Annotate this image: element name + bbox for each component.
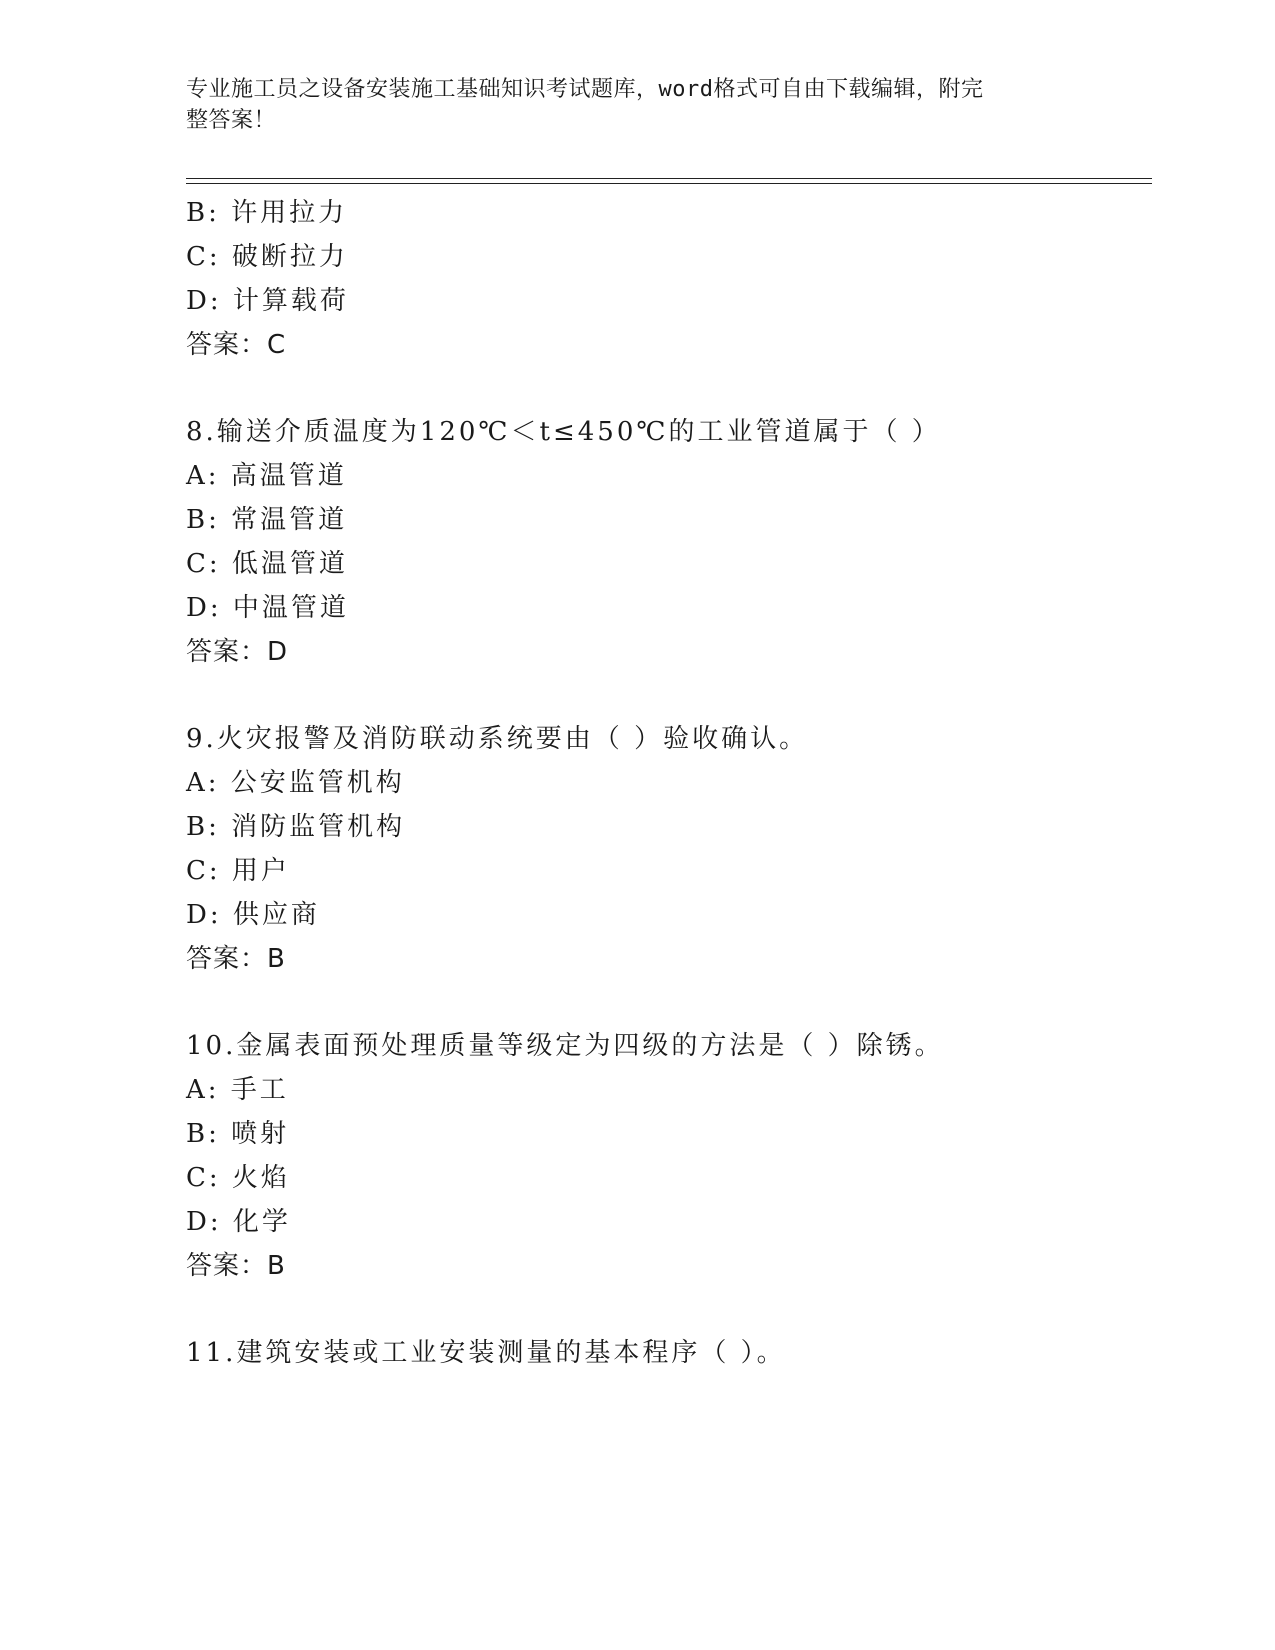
- option-line: A: 手工: [186, 1075, 289, 1105]
- option-line: C: 用户: [186, 856, 290, 886]
- option-line: D: 中温管道: [186, 593, 349, 623]
- header-line-1: 专业施工员之设备安装施工基础知识考试题库，word格式可自由下载编辑，附完: [186, 77, 984, 102]
- document-header: [186, 74, 1066, 136]
- option-line: D: 供应商: [186, 900, 320, 930]
- question-line: 10.金属表面预处理质量等级定为四级的方法是（ ）除锈。: [186, 1031, 944, 1061]
- question-line: 9.火灾报警及消防联动系统要由（ ）验收确认。: [186, 724, 809, 754]
- option-line: C: 低温管道: [186, 549, 348, 579]
- option-line: B: 消防监管机构: [186, 812, 406, 842]
- answer-line: 答案：D: [186, 637, 289, 667]
- option-line: A: 高温管道: [186, 461, 347, 491]
- option-line: D: 计算载荷: [186, 286, 349, 316]
- option-line: D: 化学: [186, 1207, 291, 1237]
- answer-line: 答案：B: [186, 944, 286, 974]
- question-line: 11.建筑安装或工业安装测量的基本程序（ ）。: [186, 1338, 786, 1368]
- answer-line: 答案：C: [186, 330, 287, 360]
- option-line: B: 许用拉力: [186, 198, 348, 228]
- option-line: C: 火焰: [186, 1163, 290, 1193]
- option-line: B: 常温管道: [186, 505, 348, 535]
- question-line: 8.输送介质温度为120℃＜t≤450℃的工业管道属于（ ）: [186, 417, 941, 447]
- header-divider-bottom: [186, 183, 1152, 184]
- header-line-2: 整答案！: [186, 108, 277, 133]
- option-line: A: 公安监管机构: [186, 768, 405, 798]
- option-line: B: 喷射: [186, 1119, 290, 1149]
- header-divider-top: [186, 178, 1152, 179]
- answer-line: 答案：B: [186, 1251, 286, 1281]
- option-line: C: 破断拉力: [186, 242, 348, 272]
